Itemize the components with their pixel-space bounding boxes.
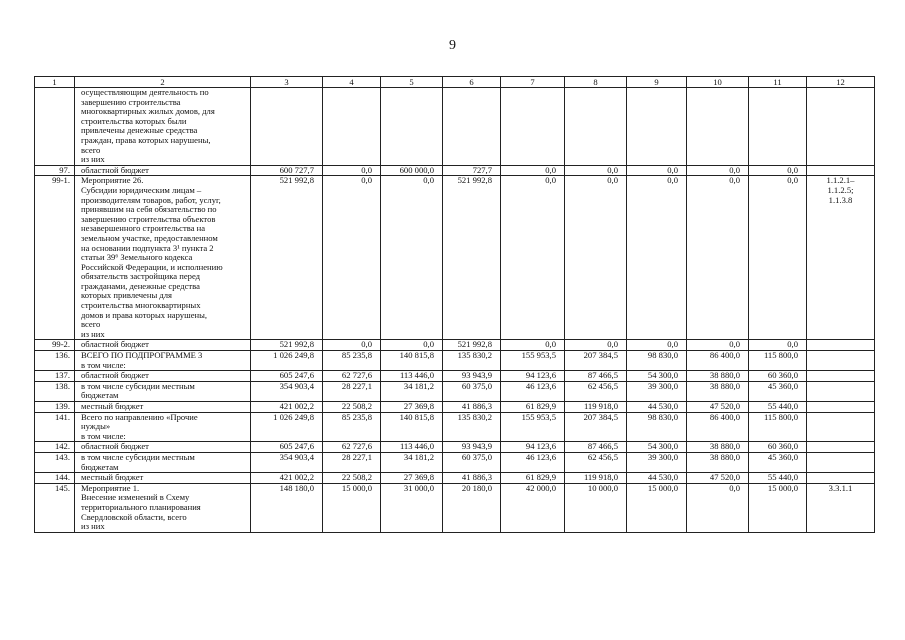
target-indicator-cell [807, 340, 875, 351]
column-header: 11 [749, 77, 807, 88]
value-cell: 47 520,0 [687, 402, 749, 413]
target-indicator-cell [807, 351, 875, 371]
value-cell: 22 508,2 [323, 473, 381, 484]
row-name-line: в том числе: [81, 430, 126, 441]
target-indicator-cell [807, 412, 875, 442]
column-header: 10 [687, 77, 749, 88]
value-cell: 39 300,0 [627, 452, 687, 472]
value-cell: 85 235,8 [323, 412, 381, 442]
value-cell: 521 992,8 [251, 340, 323, 351]
value-cell: 86 400,0 [687, 412, 749, 442]
value-cell: 94 123,6 [501, 442, 565, 453]
value-cell [627, 88, 687, 166]
row-name [75, 473, 251, 484]
column-header: 12 [807, 77, 875, 88]
value-cell: 98 830,0 [627, 351, 687, 371]
row-name [75, 442, 251, 453]
row-name-line: бюджетам [81, 461, 119, 472]
value-cell: 34 181,2 [381, 452, 443, 472]
value-cell: 98 830,0 [627, 412, 687, 442]
column-header: 9 [627, 77, 687, 88]
row-name-line: осуществляющим деятельность по [81, 87, 209, 97]
page-number: 9 [449, 38, 456, 53]
value-cell: 86 400,0 [687, 351, 749, 371]
row-name [75, 351, 251, 371]
value-cell: 119 918,0 [565, 473, 627, 484]
row-name-line: из них [81, 328, 105, 339]
column-header: 5 [381, 77, 443, 88]
row-number: 138. [35, 381, 75, 401]
target-indicator-cell [807, 442, 875, 453]
row-name-line: статьи 39⁶ Земельного кодекса [81, 252, 193, 263]
value-cell: 0,0 [627, 165, 687, 176]
row-number: 99-2. [35, 340, 75, 351]
value-cell: 46 123,6 [501, 381, 565, 401]
value-cell: 119 918,0 [565, 402, 627, 413]
table-header-row [35, 77, 875, 88]
value-cell: 0,0 [565, 165, 627, 176]
value-cell: 55 440,0 [749, 473, 807, 484]
row-name [75, 176, 251, 340]
value-cell: 0,0 [501, 176, 565, 340]
value-cell: 31 000,0 [381, 483, 443, 532]
value-cell: 0,0 [381, 340, 443, 351]
value-cell: 421 002,2 [251, 473, 323, 484]
value-cell: 61 829,9 [501, 402, 565, 413]
table-row [35, 473, 875, 484]
value-cell: 10 000,0 [565, 483, 627, 532]
column-header: 7 [501, 77, 565, 88]
row-name-line: строительства многоквартирных [81, 300, 201, 311]
value-cell: 0,0 [565, 176, 627, 340]
table-row [35, 371, 875, 382]
target-indicator-cell [807, 452, 875, 472]
row-name-line: в том числе субсидии местным [81, 380, 195, 391]
value-cell [323, 88, 381, 166]
row-name-line: завершению строительства [81, 96, 181, 107]
row-name-line: областной бюджет [81, 339, 149, 350]
value-cell: 39 300,0 [627, 381, 687, 401]
target-indicator-cell [807, 381, 875, 401]
value-cell: 46 123,6 [501, 452, 565, 472]
row-number: 136. [35, 351, 75, 371]
row-name-line: областной бюджет [81, 441, 149, 452]
row-number: 143. [35, 452, 75, 472]
value-cell: 0,0 [323, 176, 381, 340]
value-cell: 41 886,3 [443, 473, 501, 484]
row-number [35, 88, 75, 166]
row-name-line: незавершенного строительства на [81, 223, 206, 234]
value-cell [443, 88, 501, 166]
target-indicator-cell [807, 371, 875, 382]
value-cell: 54 300,0 [627, 442, 687, 453]
budget-table [34, 76, 875, 533]
table-row [35, 88, 875, 166]
row-name-line: областной бюджет [81, 164, 149, 175]
column-header: 8 [565, 77, 627, 88]
value-cell: 60 375,0 [443, 452, 501, 472]
row-name-line: Всего по направлению «Прочие [81, 411, 198, 422]
row-name-line: которых привлечены для [81, 290, 172, 301]
value-cell: 521 992,8 [251, 176, 323, 340]
value-cell [687, 88, 749, 166]
target-indicator-cell [807, 165, 875, 176]
row-number: 97. [35, 165, 75, 176]
row-name-line: привлечены денежные средства [81, 125, 198, 136]
value-cell: 94 123,6 [501, 371, 565, 382]
table-row [35, 340, 875, 351]
row-number: 141. [35, 412, 75, 442]
row-name [75, 165, 251, 176]
table-row [35, 176, 875, 340]
target-indicator-cell [807, 473, 875, 484]
row-name-line: домов и права которых нарушены, [81, 309, 208, 320]
value-cell [251, 88, 323, 166]
row-name-line: ВСЕГО ПО ПОДПРОГРАММЕ 3 [81, 350, 203, 361]
row-name-line: местный бюджет [81, 401, 144, 411]
row-name-line: земельном участке, предоставленном [81, 232, 218, 243]
column-header: 4 [323, 77, 381, 88]
value-cell: 354 903,4 [251, 452, 323, 472]
row-name-line: гражданами, денежные средства [81, 280, 200, 291]
value-cell: 44 530,0 [627, 402, 687, 413]
value-cell: 15 000,0 [627, 483, 687, 532]
value-cell: 60 375,0 [443, 381, 501, 401]
row-name-line: территориального планирования [81, 501, 201, 512]
table-row [35, 165, 875, 176]
value-cell: 0,0 [381, 176, 443, 340]
value-cell: 27 369,8 [381, 402, 443, 413]
table-row [35, 452, 875, 472]
row-name [75, 412, 251, 442]
value-cell: 55 440,0 [749, 402, 807, 413]
value-cell: 62 456,5 [565, 381, 627, 401]
row-number: 99-1. [35, 176, 75, 340]
value-cell: 38 880,0 [687, 452, 749, 472]
row-name-line: местный бюджет [81, 472, 144, 483]
value-cell: 113 446,0 [381, 371, 443, 382]
value-cell: 354 903,4 [251, 381, 323, 401]
row-name-line: многоквартирных жилых домов, для [81, 106, 215, 117]
value-cell: 0,0 [501, 340, 565, 351]
value-cell: 605 247,6 [251, 371, 323, 382]
target-indicator-cell [807, 402, 875, 413]
column-header: 3 [251, 77, 323, 88]
value-cell: 0,0 [323, 165, 381, 176]
value-cell: 155 953,5 [501, 351, 565, 371]
value-cell: 207 384,5 [565, 412, 627, 442]
value-cell: 44 530,0 [627, 473, 687, 484]
value-cell: 115 800,0 [749, 412, 807, 442]
value-cell: 0,0 [687, 176, 749, 340]
row-name [75, 402, 251, 413]
table-row [35, 402, 875, 413]
value-cell: 521 992,8 [443, 340, 501, 351]
row-number: 139. [35, 402, 75, 413]
row-name-line: принявшим на себя обязательство по [81, 204, 217, 215]
row-name [75, 381, 251, 401]
row-number: 137. [35, 371, 75, 382]
value-cell: 140 815,8 [381, 351, 443, 371]
value-cell: 54 300,0 [627, 371, 687, 382]
value-cell: 20 180,0 [443, 483, 501, 532]
value-cell: 60 360,0 [749, 442, 807, 453]
row-name-line: строительства которых были [81, 115, 187, 126]
value-cell: 87 466,5 [565, 442, 627, 453]
value-cell: 115 800,0 [749, 351, 807, 371]
value-cell: 28 227,1 [323, 381, 381, 401]
value-cell: 207 384,5 [565, 351, 627, 371]
value-cell: 60 360,0 [749, 371, 807, 382]
table-row [35, 412, 875, 442]
value-cell: 0,0 [687, 483, 749, 532]
table-row [35, 351, 875, 371]
value-cell: 1 026 249,8 [251, 351, 323, 371]
value-cell: 0,0 [565, 340, 627, 351]
value-cell: 600 727,7 [251, 165, 323, 176]
value-cell: 148 180,0 [251, 483, 323, 532]
row-name-line: Российской Федерации, и исполнению [81, 261, 223, 272]
row-name-line: Внесение изменений в Схему [81, 492, 190, 503]
row-name [75, 483, 251, 532]
target-indicator-cell: 3.3.1.1 [807, 483, 875, 532]
value-cell: 0,0 [749, 176, 807, 340]
value-cell: 85 235,8 [323, 351, 381, 371]
value-cell: 0,0 [323, 340, 381, 351]
value-cell: 1 026 249,8 [251, 412, 323, 442]
row-name-line: областной бюджет [81, 370, 149, 381]
value-cell: 727,7 [443, 165, 501, 176]
row-name-line: Мероприятие 1. [81, 482, 140, 493]
row-name-line: из них [81, 154, 105, 165]
row-number: 145. [35, 483, 75, 532]
value-cell [381, 88, 443, 166]
row-name-line: производителям товаров, работ, услуг, [81, 194, 221, 205]
value-cell: 87 466,5 [565, 371, 627, 382]
row-name-line: нужды» [81, 421, 111, 432]
row-name-line: всего [81, 319, 101, 330]
row-name [75, 452, 251, 472]
column-header: 6 [443, 77, 501, 88]
value-cell [501, 88, 565, 166]
value-cell: 38 880,0 [687, 381, 749, 401]
row-name-line: всего [81, 144, 101, 155]
column-header: 1 [35, 77, 75, 88]
value-cell: 113 446,0 [381, 442, 443, 453]
value-cell: 0,0 [749, 340, 807, 351]
value-cell: 62 727,6 [323, 371, 381, 382]
row-name-line: Субсидии юридическим лицам – [81, 184, 202, 195]
value-cell: 42 000,0 [501, 483, 565, 532]
row-number: 142. [35, 442, 75, 453]
value-cell: 0,0 [627, 176, 687, 340]
row-name-line: из них [81, 521, 105, 532]
value-cell: 15 000,0 [323, 483, 381, 532]
value-cell: 0,0 [627, 340, 687, 351]
row-name [75, 340, 251, 351]
row-name-line: Свердловской области, всего [81, 511, 187, 522]
value-cell: 600 000,0 [381, 165, 443, 176]
row-name-line: бюджетам [81, 390, 119, 401]
value-cell: 41 886,3 [443, 402, 501, 413]
value-cell: 45 360,0 [749, 452, 807, 472]
column-header: 2 [75, 77, 251, 88]
value-cell: 605 247,6 [251, 442, 323, 453]
row-name-line: в том числе субсидии местным [81, 451, 195, 462]
row-name [75, 371, 251, 382]
table-row [35, 381, 875, 401]
value-cell: 15 000,0 [749, 483, 807, 532]
table-row [35, 483, 875, 532]
value-cell: 0,0 [687, 165, 749, 176]
value-cell: 93 943,9 [443, 442, 501, 453]
value-cell: 28 227,1 [323, 452, 381, 472]
row-name-line: завершению строительства объектов [81, 213, 216, 224]
value-cell [749, 88, 807, 166]
value-cell: 0,0 [501, 165, 565, 176]
value-cell [565, 88, 627, 166]
table-row [35, 442, 875, 453]
row-name [75, 88, 251, 166]
row-name-line: обязательств застройщика перед [81, 271, 201, 282]
row-name-line: граждан, права которых нарушены, [81, 134, 211, 145]
value-cell: 38 880,0 [687, 442, 749, 453]
value-cell: 38 880,0 [687, 371, 749, 382]
value-cell: 62 727,6 [323, 442, 381, 453]
target-indicator-cell: 1.1.2.1– 1.1.2.5; 1.1.3.8 [807, 176, 875, 340]
value-cell: 22 508,2 [323, 402, 381, 413]
row-name-line: в том числе: [81, 359, 126, 370]
value-cell: 135 830,2 [443, 351, 501, 371]
row-name-line: Мероприятие 26. [81, 175, 144, 186]
value-cell: 140 815,8 [381, 412, 443, 442]
value-cell: 61 829,9 [501, 473, 565, 484]
value-cell: 421 002,2 [251, 402, 323, 413]
row-number: 144. [35, 473, 75, 484]
value-cell: 0,0 [687, 340, 749, 351]
value-cell: 27 369,8 [381, 473, 443, 484]
value-cell: 135 830,2 [443, 412, 501, 442]
value-cell: 45 360,0 [749, 381, 807, 401]
value-cell: 155 953,5 [501, 412, 565, 442]
target-indicator-cell [807, 88, 875, 166]
value-cell: 93 943,9 [443, 371, 501, 382]
value-cell: 47 520,0 [687, 473, 749, 484]
value-cell: 62 456,5 [565, 452, 627, 472]
value-cell: 34 181,2 [381, 381, 443, 401]
value-cell: 521 992,8 [443, 176, 501, 340]
row-name-line: на основании подпункта 3¹ пункта 2 [81, 242, 214, 253]
value-cell: 0,0 [749, 165, 807, 176]
